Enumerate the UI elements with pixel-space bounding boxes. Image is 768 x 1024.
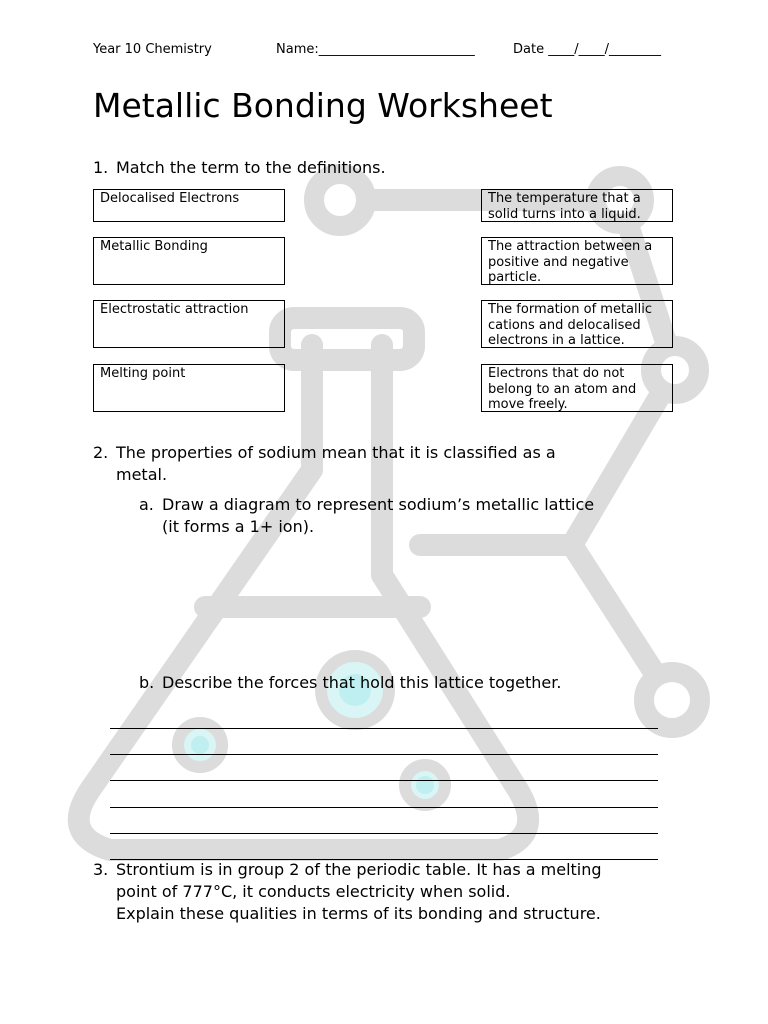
course-label: Year 10 Chemistry: [93, 42, 212, 57]
question-number: 3.: [93, 860, 109, 879]
answer-line[interactable]: [110, 728, 658, 729]
answer-line[interactable]: [110, 833, 658, 834]
question-2: [93, 442, 693, 486]
question-text: Match the term to the definitions.: [116, 158, 386, 177]
definition-box[interactable]: The attraction between a positive and negative particle.: [481, 237, 673, 285]
answer-line[interactable]: [110, 780, 658, 781]
question-text: Describe the forces that hold this lattice together.: [162, 673, 562, 692]
question-number: b.: [139, 673, 155, 692]
page-title: Metallic Bonding Worksheet: [93, 86, 553, 125]
question-2b: [139, 672, 699, 694]
question-text: point of 777°C, it conducts electricity when solid.: [116, 882, 511, 901]
question-number: a.: [139, 495, 154, 514]
term-box[interactable]: Electrostatic attraction: [93, 300, 285, 348]
question-text: Strontium is in group 2 of the periodic table. It has a melting: [116, 860, 602, 879]
definition-box[interactable]: Electrons that do not belong to an atom and move freely.: [481, 364, 673, 412]
name-field[interactable]: Name:________________________: [276, 42, 475, 57]
term-box[interactable]: Metallic Bonding: [93, 237, 285, 285]
date-field[interactable]: Date ____/____/________: [513, 42, 661, 57]
question-2a: [139, 494, 699, 538]
question-text: Draw a diagram to represent sodium’s metallic lattice: [162, 495, 595, 514]
question-text: Explain these qualities in terms of its bonding and structure.: [116, 904, 601, 923]
question-text: The properties of sodium mean that it is classified as a: [116, 443, 556, 462]
question-1: [93, 157, 693, 179]
definition-box[interactable]: The temperature that a solid turns into a liquid.: [481, 189, 673, 222]
term-box[interactable]: Melting point: [93, 364, 285, 412]
answer-line[interactable]: [110, 807, 658, 808]
question-text: (it forms a 1+ ion).: [162, 517, 315, 536]
question-text: metal.: [116, 465, 168, 484]
definition-box[interactable]: The formation of metallic cations and delocalised electrons in a lattice.: [481, 300, 673, 348]
question-number: 2.: [93, 443, 109, 462]
question-3: [93, 859, 713, 925]
term-box[interactable]: Delocalised Electrons: [93, 189, 285, 222]
question-number: 1.: [93, 158, 109, 177]
answer-line[interactable]: [110, 754, 658, 755]
